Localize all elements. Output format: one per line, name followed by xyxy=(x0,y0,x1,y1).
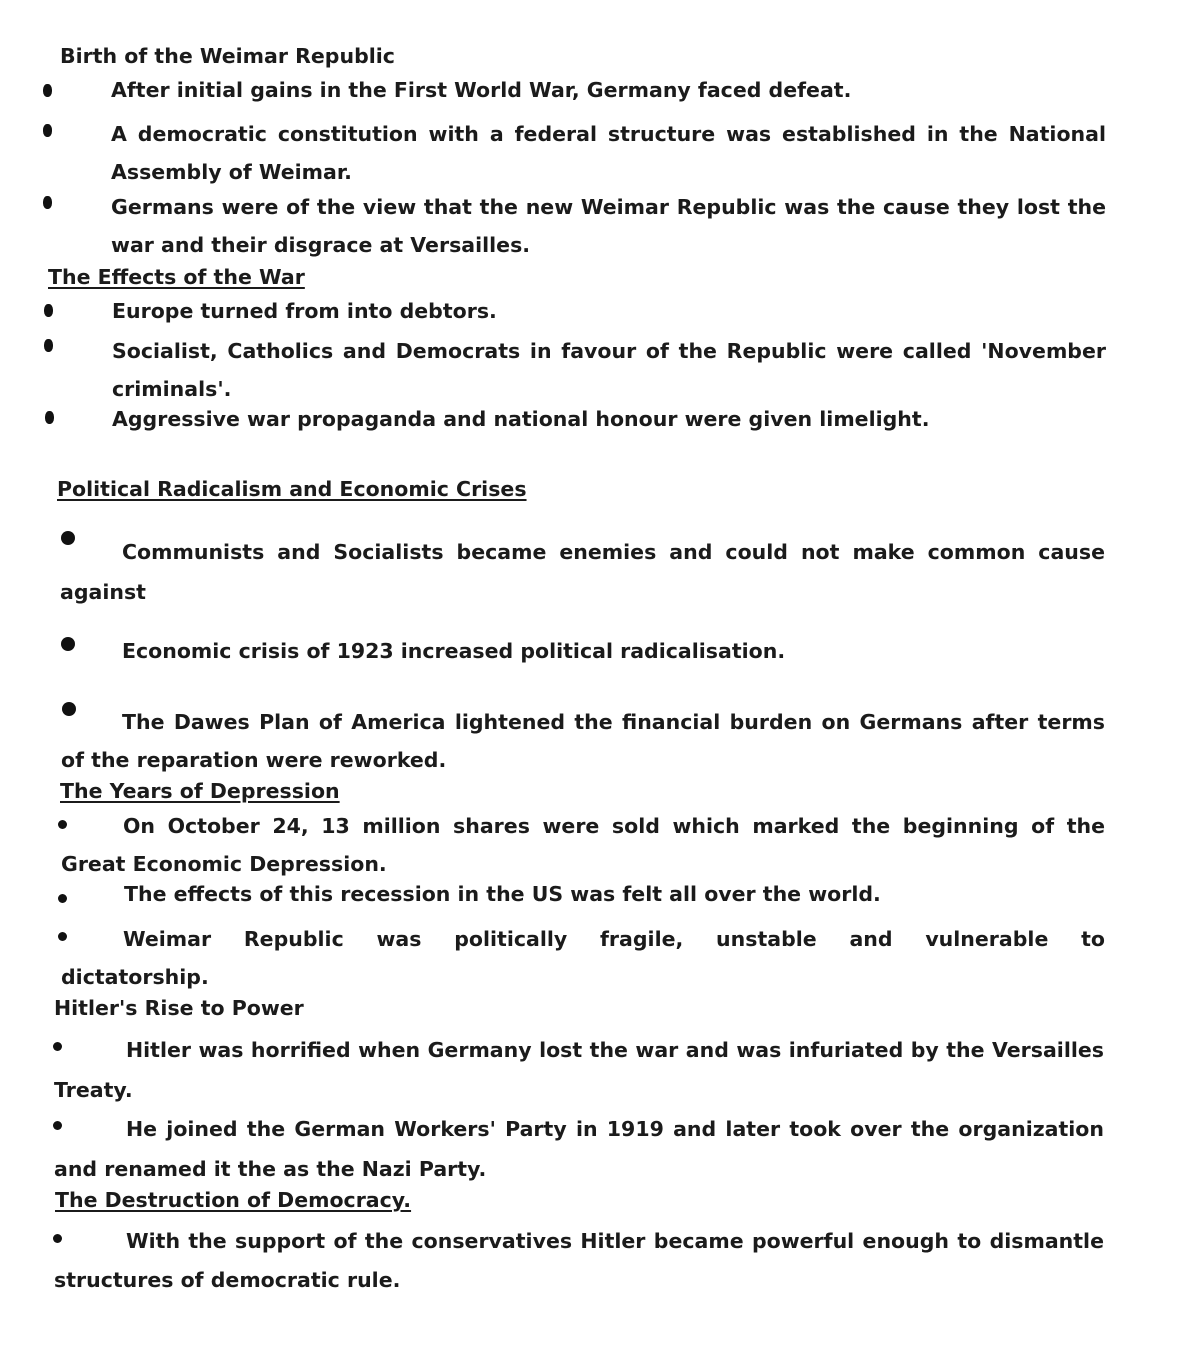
bullet-icon xyxy=(45,411,54,424)
point-text: Weimar Republic was politically fragile, unstable and vulnerable to dictatorship. xyxy=(61,927,1105,989)
point-text: Economic crisis of 1923 increased political radicalisation. xyxy=(122,639,786,663)
point-text: Aggressive war propaganda and national honour were given limelight. xyxy=(112,407,930,431)
point-text: Communists and Socialists became enemies and could not make common cause against xyxy=(60,540,1105,604)
point-text: Socialist, Catholics and Democrats in favour of the Republic were called 'November criminals'. xyxy=(112,339,1106,401)
bullet-icon xyxy=(58,894,67,903)
bullet-icon xyxy=(44,304,53,317)
point-text: Hitler was horrified when Germany lost the war and was infuriated by the Versailles Treaty. xyxy=(54,1038,1104,1102)
bullet-icon xyxy=(43,84,52,97)
bullet-icon xyxy=(43,124,52,137)
bullet-icon xyxy=(44,339,53,352)
point-text: The Dawes Plan of America lightened the financial burden on Germans after terms of the reparation were reworked. xyxy=(61,710,1105,772)
point-text: On October 24, 13 million shares were sold which marked the beginning of the Great Economic Depression. xyxy=(61,814,1105,876)
point-text: Germans were of the view that the new Weimar Republic was the cause they lost the war and their disgrace at Versailles. xyxy=(111,195,1106,257)
point-text: A democratic constitution with a federal structure was established in the National Assembly of Weimar. xyxy=(111,122,1106,184)
section-heading-years-of-depression: The Years of Depression xyxy=(60,779,340,803)
section-heading-political-radicalism: Political Radicalism and Economic Crises xyxy=(57,477,527,501)
bullet-icon xyxy=(61,637,75,651)
bullet-icon xyxy=(43,196,52,209)
section-heading-hitlers-rise: Hitler's Rise to Power xyxy=(54,996,304,1020)
section-heading-weimar-birth: Birth of the Weimar Republic xyxy=(60,44,395,68)
point-text: With the support of the conservatives Hitler became powerful enough to dismantle structures of democratic rule. xyxy=(54,1229,1104,1292)
point-text: He joined the German Workers' Party in 1919 and later took over the organization and renamed it the as the Nazi Party. xyxy=(54,1117,1104,1181)
section-heading-effects-of-war: The Effects of the War xyxy=(48,265,305,289)
point-text: Europe turned from into debtors. xyxy=(112,299,497,323)
point-text: After initial gains in the First World War, Germany faced defeat. xyxy=(111,78,852,102)
point-text: The effects of this recession in the US was felt all over the world. xyxy=(124,882,881,906)
section-heading-destruction-of-democracy: The Destruction of Democracy. xyxy=(55,1188,412,1212)
